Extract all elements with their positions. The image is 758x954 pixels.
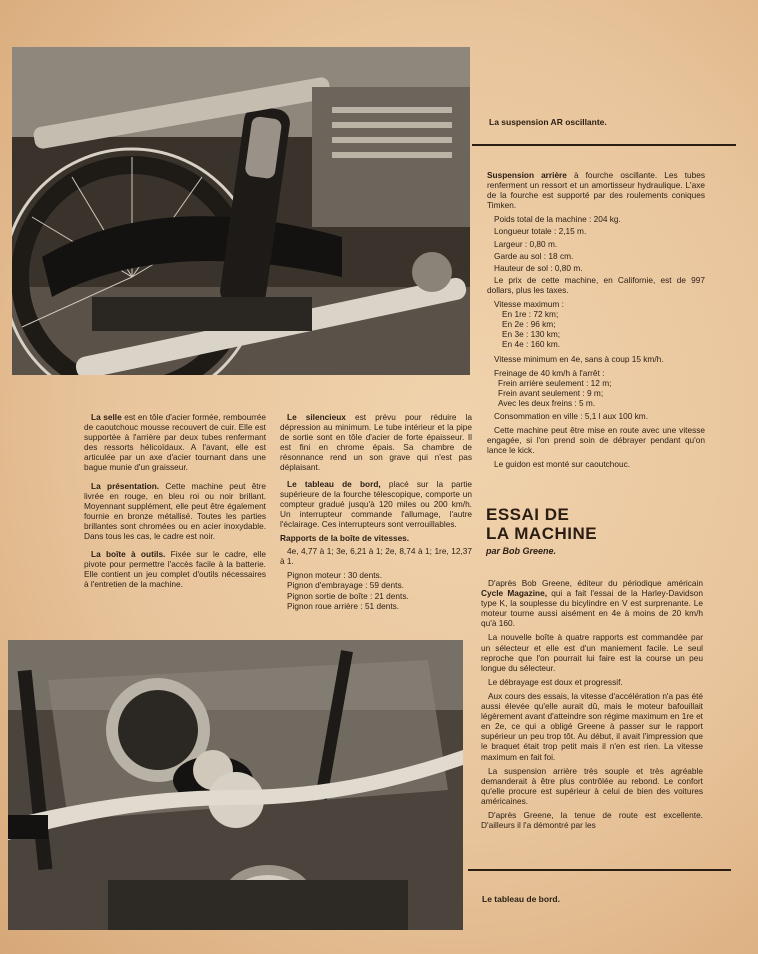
vmax-block: [487, 299, 705, 349]
brake-title: Freinage de 40 km/h à l'arrêt :: [494, 367, 605, 378]
vmax-item: En 4e : 160 km.: [502, 339, 561, 350]
dashboard-photo: [8, 640, 463, 930]
essai-heading-line2: LA MACHINE: [486, 524, 598, 543]
essai-paragraph: La suspension arrière très souple et très agréable demanderait à être plus contrôlée au rebond. Le confort qu'elle procure est supérieur à celui de bien des voitures américaines.: [481, 765, 703, 806]
pinion-item: Pignon sortie de boîte : 21 dents.: [287, 590, 409, 601]
silencer-text: est prévu pour réduire la dépression au minimum. Le tube intérieur et la pipe de sortie sont en tôle d'acier de forte épaisseur. Il est fini en chrome épais. Sa chambre de résonnance rend un son grave qui n'est pas déplaisant.: [280, 412, 472, 473]
gear-ratios-title: Rapports de la boîte de vitesses.: [280, 533, 410, 544]
left-column: [84, 412, 266, 594]
toolbox-lead: La boîte à outils.: [91, 549, 166, 560]
suspension-lead: Suspension arrière: [487, 170, 567, 180]
brake-block: [487, 368, 705, 408]
brake-item: Frein arrière seulement : 12 m;: [498, 377, 612, 388]
silencer-lead: Le silencieux: [287, 412, 346, 422]
middle-column: [280, 412, 472, 611]
bottom-photo-caption: Le tableau de bord.: [482, 894, 560, 904]
dashboard-lead: Le tableau de bord,: [287, 478, 381, 489]
essai-paragraph: D'après Greene, la tenue de route est excellente. D'ailleurs il l'a démontré par les: [481, 809, 703, 831]
spec-item: Hauteur de sol : 0,80 m.: [494, 262, 583, 273]
spec-item: Garde au sol : 18 cm.: [494, 250, 574, 261]
presentation-text: Cette machine peut être livrée en rouge, en bleu roi ou noir brillant. Moyennant supplément, elle peut être également fournie en bronze métallisé. Toutes les parties brillantes sont chromées ou en acier inoxydable. Dans tous les cas, le cadre est noir.: [84, 480, 266, 542]
pinion-item: Pignon moteur : 30 dents.: [287, 570, 383, 581]
essai-p1b: qui a fait l'essai de la Harley-Davidson type K, la souplesse du bicylindre en V est surprenante. Le moteur tourne aussi aisément en 4e à moins de 20 km/h qu'à 160.: [481, 588, 703, 629]
spec-item: Largeur : 0,80 m.: [494, 238, 558, 249]
vmax-title: Vitesse maximum :: [494, 299, 564, 310]
spec-item: Poids total de la machine : 204 kg.: [494, 214, 621, 225]
start-text: Cette machine peut être mise en route avec une vitesse engagée, si l'on prend soin de débrayer pendant qu'on lance le kick.: [487, 425, 705, 456]
selle-lead: La selle: [91, 412, 122, 422]
presentation-lead: La présentation.: [91, 480, 160, 491]
rear-suspension-photo: [12, 47, 470, 375]
pinion-item: Pignon d'embrayage : 59 dents.: [287, 580, 404, 591]
vmax-item: En 1re : 72 km;: [502, 309, 559, 320]
magazine-name: Cycle Magazine,: [481, 588, 547, 599]
essai-heading-line1: ESSAI DE: [486, 505, 570, 524]
gear-ratios-text: 4e, 4,77 à 1; 3e, 6,21 à 1; 2e, 8,74 à 1; 1re, 12,37 à 1.: [280, 546, 472, 567]
caption-rule: [472, 144, 736, 146]
consumption-text: Consommation en ville : 5,1 l aux 100 km.: [494, 410, 649, 421]
top-photo-caption: La suspension AR oscillante.: [489, 117, 607, 127]
essai-column: [481, 578, 703, 834]
brake-item: Frein avant seulement : 9 m;: [498, 387, 604, 398]
selle-text: est en tôle d'acier formée, rembourrée de caoutchouc mousse recouvert de cuir. Elle est supportée à l'arrière par deux tubes renfermant des ressorts hélicoïdaux. A l'avant, elle est articulée par un axe d'acier tournant dans une bague munie d'un graisseur.: [84, 412, 266, 473]
specs-column: [487, 170, 705, 473]
vmin-text: Vitesse minimum en 4e, sans à coup 15 km/h.: [494, 353, 664, 364]
toolbox-text: Fixée sur le cadre, elle pivote pour permettre l'accès facile à la batterie. Elle contient un jeu complet d'outils nécessaires à l'entretien de la machine.: [84, 549, 266, 590]
essai-paragraph: Aux cours des essais, la vitesse d'accélération n'a pas été aussi élevée qu'elle aurait dû, mais le moteur bafouillait légèrement avant d'atteindre son régime maximum en 1re et en 2e, ce qui a obligé Greene à passer sur le rapport supérieur un peu trop tôt. Au début, il avait l'impression que le braquet était trop petit mais il n'en est rien. La vitesse maximum en fait foi.: [481, 690, 703, 762]
dashboard-text: placé sur la partie supérieure de la fourche télescopique, comporte un compteur gradué jusqu'à 120 miles ou 200 km/h. Un interrupteur commande l'allumage, l'autre l'éclairage. Ces interrupteurs sont verrouillables.: [280, 478, 472, 529]
vmax-item: En 3e : 130 km;: [502, 329, 561, 340]
vmax-item: En 2e : 96 km;: [502, 319, 556, 330]
spec-item: Longueur totale : 2,15 m.: [494, 226, 587, 237]
essai-paragraph: La nouvelle boîte à quatre rapports est commandée par un sélecteur et elle est d'un maniement facile. Le seul reproche que l'on pourrait lui faire est la course un peu longue du sélecteur.: [481, 632, 703, 673]
essai-p1a: D'après Bob Greene, éditeur du périodique américain: [488, 578, 703, 588]
byline: par Bob Greene.: [486, 546, 557, 556]
bottom-caption-rule: [468, 869, 731, 871]
essai-paragraph: Le débrayage est doux et progressif.: [488, 676, 623, 687]
pinion-item: Pignon roue arrière : 51 dents.: [287, 600, 400, 611]
price-text: Le prix de cette machine, en Californie, est de 997 dollars, plus les taxes.: [487, 274, 705, 295]
suspension-text: à fourche oscillante. Les tubes renferment un ressort et un amortisseur hydraulique. L'axe de la fourche est supporté par des roulements coniques Timken.: [487, 170, 705, 211]
handlebar-text: Le guidon est monté sur caoutchouc.: [494, 459, 631, 470]
brake-item: Avec les deux freins : 5 m.: [498, 397, 596, 408]
essai-heading: [486, 505, 597, 543]
